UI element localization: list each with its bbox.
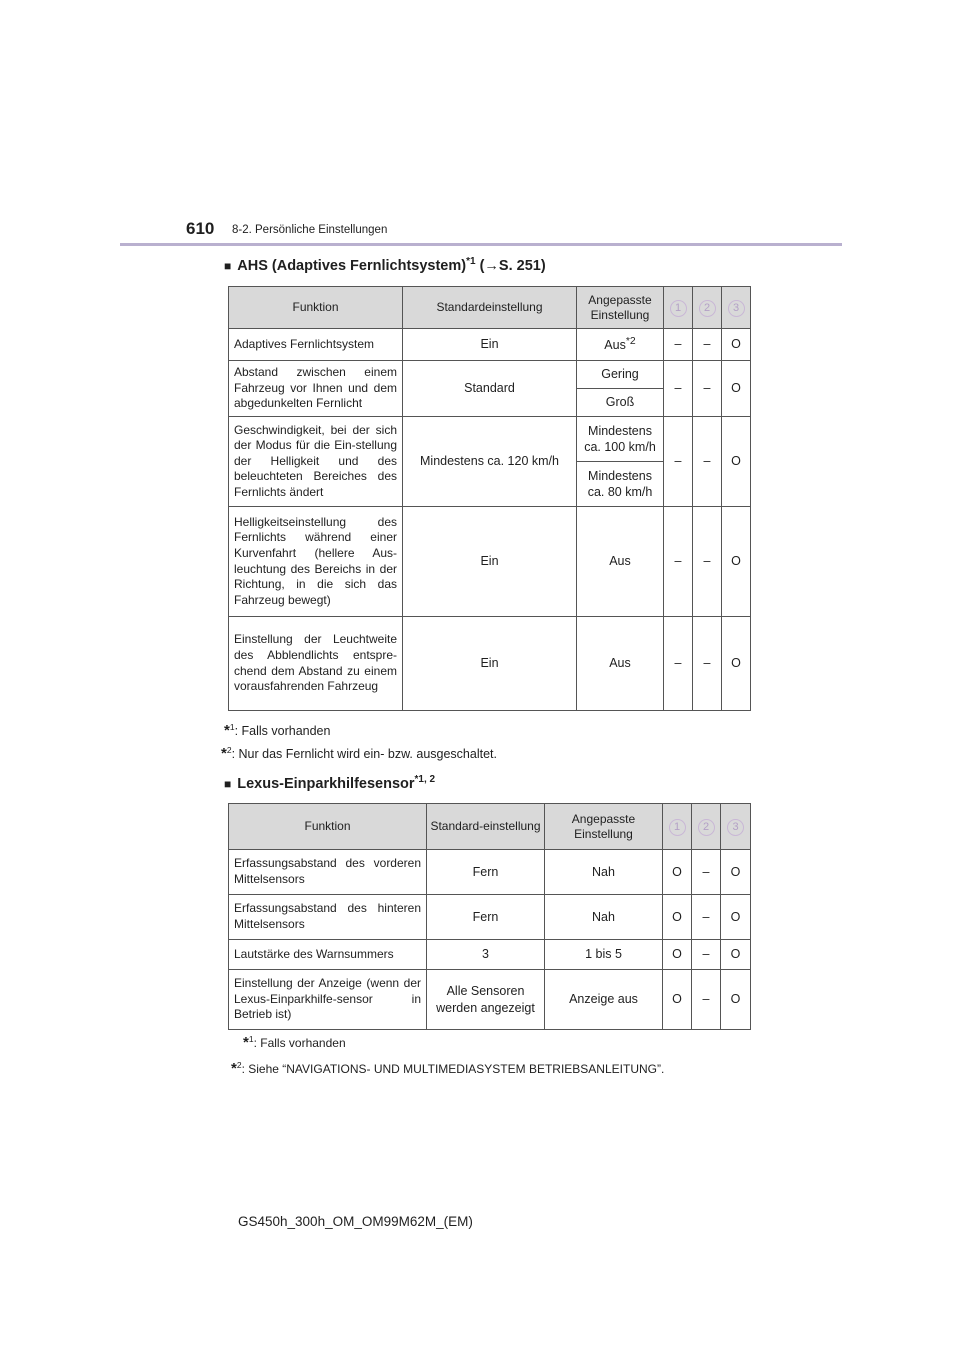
number-circle-icon: 1 [670, 300, 687, 317]
header-rule [120, 243, 842, 246]
ahs-table: Funktion Standardeinstellung Angepasste Einstellung 1 2 3 Adaptives Fernlichtsystem Ein Aus$^{*2}$ – – O Abstand zwischen einem Fahrzeug vor Ihnen und dem abgedunkelten Fernlicht Standard Gering – – O Groß Geschwindigkeit, bei der sich der Modus für die Ein-stellung der Helligkeit und des beleuchteten Bereiches des Fernlichts ändert Mindestens ca. 120 km/h Mindestens ca. 100 km/h – – O Mindestens ca. 80 km/h Helligkeitseinstellung des Fernlichts während einer Kurvenfahrt (hellere Aus-leuchtung des Bereichs in der Richtung, in die sich das Fahrzeug bewegt) Ein Aus – – O Einstellung der Leuchtweite des Abblendlichts entspre-chend dem Abstand zu einem vorausfahrenden Fahrzeug Ein Aus – – O [228, 286, 751, 711]
square-bullet-icon: ■ [224, 258, 232, 273]
table-row: Adaptives Fernlichtsystem Ein Aus$^{*2}$ – – O [229, 329, 751, 361]
number-circle-icon: 1 [669, 819, 686, 836]
table-row: Helligkeitseinstellung des Fernlichts während einer Kurvenfahrt (hellere Aus-leuchtung des Bereichs in der Richtung, in die sich das Fahrzeug bewegt) Ein Aus – – O [229, 507, 751, 617]
table-row: Einstellung der Leuchtweite des Abblendlichts entspre-chend dem Abstand zu einem vorausfahrenden Fahrzeug Ein Aus – – O [229, 617, 751, 711]
column-header: Standard-einstellung [427, 804, 545, 850]
parking-sensor-table [228, 803, 751, 1030]
table-row: Erfassungsabstand des vorderen Mittelsensors Fern Nah O – O [229, 850, 751, 895]
table-row: Geschwindigkeit, bei der sich der Modus für die Ein-stellung der Helligkeit und des beleuchteten Bereiches des Fernlichts ändert Mindestens ca. 120 km/h Mindestens ca. 100 km/h – – O [229, 417, 751, 462]
table-row: Lautstärke des Warnsummers 3 1 bis 5 O – O [229, 940, 751, 970]
column-header: Standardeinstellung [403, 287, 577, 329]
chapter-title: 8-2. Persönliche Einstellungen [232, 224, 388, 236]
number-circle-icon: 3 [727, 819, 744, 836]
section-heading-ahs: ■ AHS (Adaptives Fernlichtsystem)$^{*1}$ (→S. 251) [224, 256, 546, 274]
column-header: Funktion [229, 804, 427, 850]
footnote: *$^1$: Falls vorhanden [243, 1034, 346, 1051]
column-header: Angepasste Einstellung [545, 804, 663, 850]
column-header: Angepasste Einstellung [577, 287, 664, 329]
table-row: Abstand zwischen einem Fahrzeug vor Ihnen und dem abgedunkelten Fernlicht Standard Gering – – O [229, 361, 751, 389]
number-circle-icon: 2 [699, 300, 716, 317]
column-header: Funktion [229, 287, 403, 329]
number-circle-icon: 3 [728, 300, 745, 317]
table-row: Erfassungsabstand des hinteren Mittelsensors Fern Nah O – O [229, 895, 751, 940]
page-number: 610 [186, 219, 215, 238]
footnote: *$^2$: Nur das Fernlicht wird ein- bzw. ausgeschaltet. [221, 745, 497, 763]
square-bullet-icon: ■ [224, 776, 232, 791]
footer-document-code: GS450h_300h_OM_OM99M62M_(EM) [238, 1214, 473, 1229]
number-circle-icon: 2 [698, 819, 715, 836]
footnote: *$^2$: Siehe “NAVIGATIONS- UND MULTIMEDIASYSTEM BETRIEBSANLEITUNG”. [231, 1060, 665, 1077]
footnote: *$^1$: Falls vorhanden [224, 722, 331, 740]
section-heading-parking: ■ Lexus-Einparkhilfesensor$^{*1, 2}$ [224, 774, 436, 792]
table-row: Einstellung der Anzeige (wenn der Lexus-Einparkhilfe-sensor in Betrieb ist) Alle Sensoren werden angezeigt Anzeige aus O – O [229, 970, 751, 1030]
